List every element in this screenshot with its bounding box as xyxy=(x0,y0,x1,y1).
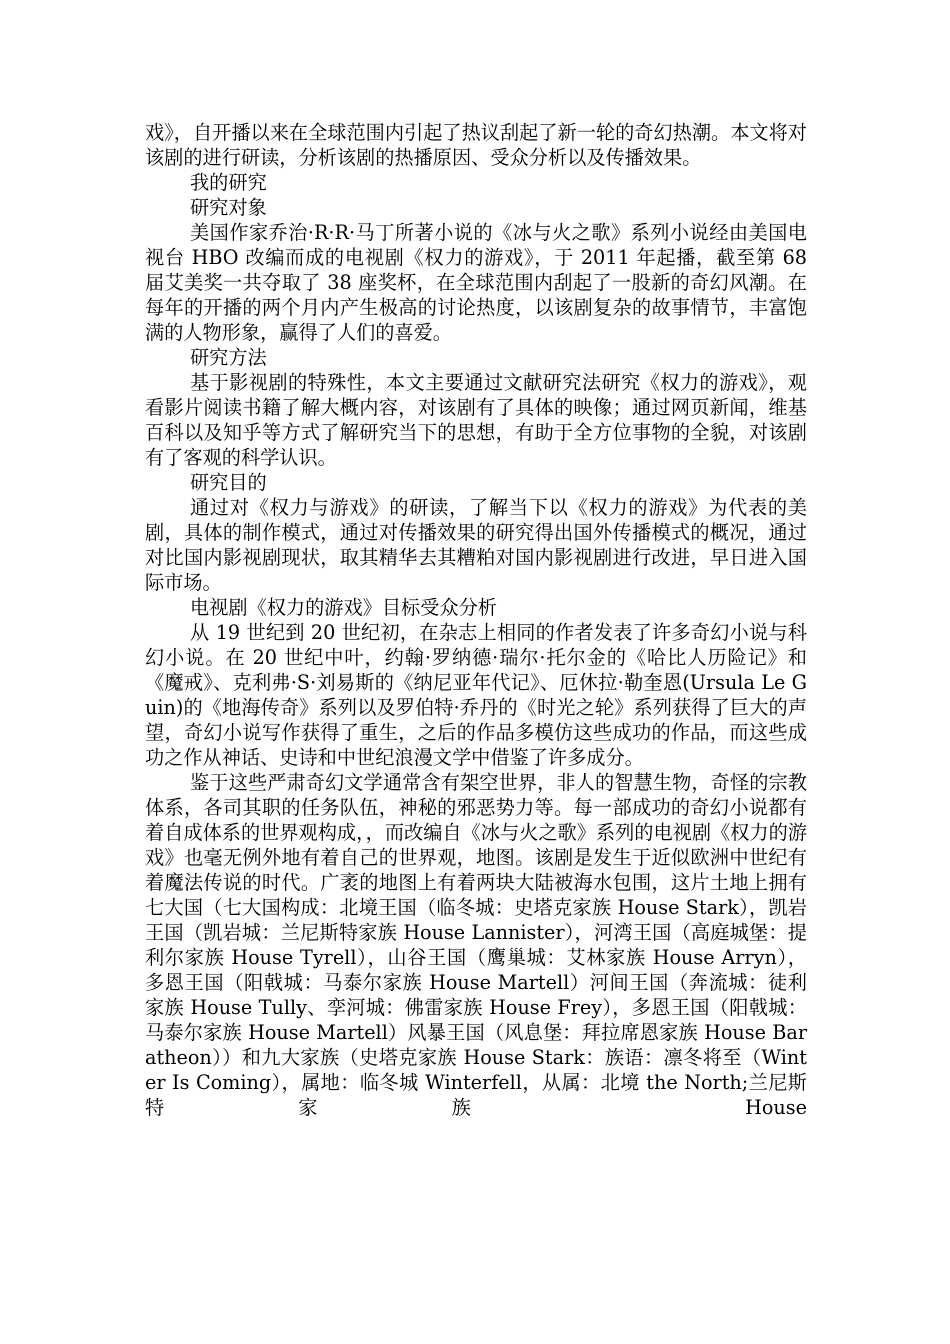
section-heading-my-research: 我的研究 xyxy=(190,171,267,194)
paragraph-research-object: 美国作家乔治·R·R·马丁所著小说的《冰与火之歌》系列小说经由美国电视台 HBO 改编而成的电视剧《权力的游戏》，于 2011 年起播，截至第 68 届艾美奖一共夺取了 38 座奖杯，在全球范围内刮起了一股新的奇幻风潮。在每年的开播的两个月内产生极高的讨论热度，以该剧复杂的故事情节，丰富饱满的人物形象，赢得了人们的喜爱。 xyxy=(145,221,807,344)
paragraph-intro-continued: 戏》，自开播以来在全球范围内引起了热议刮起了新一轮的奇幻热潮。本文将对该剧的进行研读，分析该剧的热播原因、受众分析以及传播效果。 xyxy=(145,121,807,169)
section-heading-research-object: 研究对象 xyxy=(190,196,267,219)
document-page xyxy=(145,120,807,1120)
section-heading-research-method: 研究方法 xyxy=(190,346,267,369)
section-heading-audience-analysis: 电视剧《权力的游戏》目标受众分析 xyxy=(190,596,497,619)
paragraph-research-purpose: 通过对《权力与游戏》的研读，了解当下以《权力的游戏》为代表的美剧，具体的制作模式，通过对传播效果的研究得出国外传播模式的概况，通过对比国内影视剧现状，取其精华去其糟粕对国内影视剧进行改进，早日进入国际市场。 xyxy=(145,496,807,594)
paragraph-research-method: 基于影视剧的特殊性，本文主要通过文献研究法研究《权力的游戏》，观看影片阅读书籍了解大概内容，对该剧有了具体的映像；通过网页新闻，维基百科以及知乎等方式了解研究当下的思想，有助于全方位事物的全貌，对该剧有了客观的科学认识。 xyxy=(145,371,807,469)
paragraph-world-building: 鉴于这些严肃奇幻文学通常含有架空世界，非人的智慧生物，奇怪的宗教体系，各司其职的任务队伍，神秘的邪恶势力等。每一部成功的奇幻小说都有着自成体系的世界观构成，，而改编自《冰与火之歌》系列的电视剧《权力的游戏》也毫无例外地有着自己的世界观，地图。该剧是发生于近似欧洲中世纪有着魔法传说的时代。广袤的地图上有着两块大陆被海水包围，这片土地上拥有七大国（七大国构成：北境王国（临冬城：史塔克家族 House Stark），凯岩王国（凯岩城：兰尼斯特家族 House Lannister），河湾王国（高庭城堡：提利尔家族 House Tyrell），山谷王国（鹰巢城：艾林家族 House Arryn），多恩王国（阳戟城：马泰尔家族 House Martell）河间王国（奔流城：徒利家族 House Tully、孪河城：佛雷家族 House Frey），多恩王国（阳戟城：马泰尔家族 House Martell）风暴王国（风息堡：拜拉席恩家族 House Baratheon））和九大家族（史塔克家族 House Stark：族语：凛冬将至（Winter Is Coming），属地：临冬城 Winterfell，从属：北境 the North;兰尼斯特家族 House xyxy=(145,771,807,1119)
paragraph-fantasy-history: 从 19 世纪到 20 世纪初，在杂志上相同的作者发表了许多奇幻小说与科幻小说。在 20 世纪中叶，约翰·罗纳德·瑞尔·托尔金的《哈比人历险记》和《魔戒》、克利弗·S·刘易斯的《纳尼亚年代记》、厄休拉·勒奎恩(Ursula Le Guin)的《地海传奇》系列以及罗伯特·乔丹的《时光之轮》系列获得了巨大的声望，奇幻小说写作获得了重生，之后的作品多模仿这些成功的作品，而这些成功之作从神话、史诗和中世纪浪漫文学中借鉴了许多成分。 xyxy=(145,621,807,769)
section-heading-research-purpose: 研究目的 xyxy=(190,471,267,494)
